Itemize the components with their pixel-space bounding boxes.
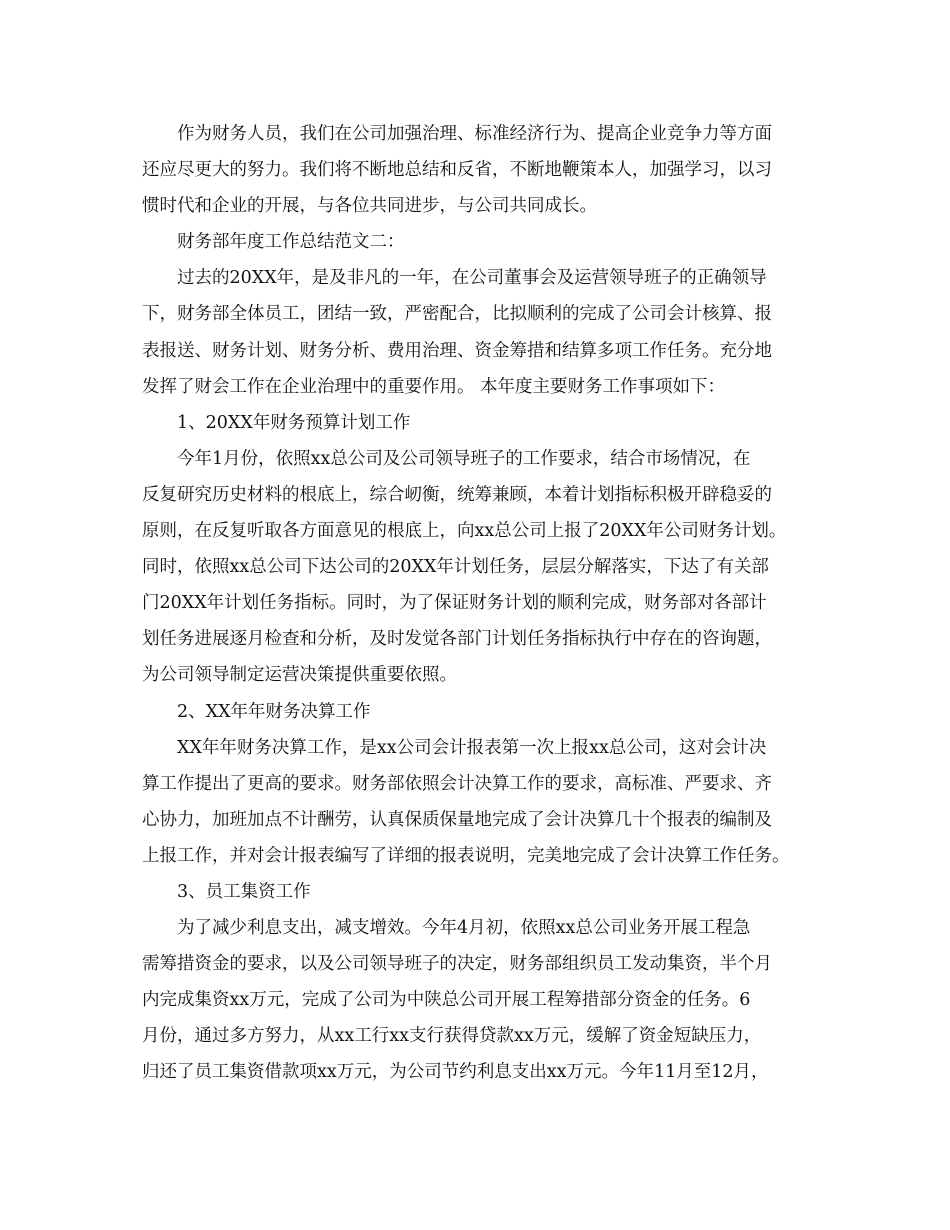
- text-line: 同时，依照xx总公司下达公司的20XX年计划任务，层层分解落实，下达了有关部: [142, 557, 769, 578]
- text-line: 下，财务部全体员工，团结一致，严密配合，比拟顺利的完成了公司会计核算、报: [142, 304, 772, 325]
- text-line: 发挥了财会工作在企业治理中的重要作用。 本年度主要财务工作事项如下：: [142, 376, 726, 397]
- text-line: 算工作提出了更高的要求。财务部依照会计决算工作的要求，高标准、严要求、齐: [142, 773, 772, 794]
- text-line: 反复研究历史材料的根底上，综合屻衡，统筹兼顾，本着计划指标积极开辟稳妥的: [142, 484, 772, 505]
- text-line: 2、XX年年财务决算工作: [177, 701, 371, 722]
- text-line: 为公司领导制定运营决策提供重要依照。: [142, 665, 457, 686]
- text-line: 月份，通过多方努力，从xx工行xx支行获得贷款xx万元，缓解了资金短缺压力，: [142, 1026, 762, 1047]
- text-line: 为了减少利息支出，减支增效。今年4月初，依照xx总公司业务开展工程急: [177, 918, 751, 939]
- text-line: 1、20XX年财务预算计划工作: [177, 412, 411, 433]
- text-line: 惯时代和企业的开展，与各位共同进步，与公司共同成长。: [142, 196, 597, 217]
- text-line: 财务部年度工作总结范文二：: [177, 232, 405, 253]
- text-line: 上报工作，并对会计报表编写了详细的报表说明，完美地完成了会计决算工作任务。: [142, 845, 790, 866]
- text-line: 原则，在反复听取各方面意见的根底上，向xx总公司上报了20XX年公司财务计划。: [142, 521, 787, 542]
- text-line: 3、员工集资工作: [177, 881, 311, 902]
- text-line: XX年年财务决算工作，是xx公司会计报表第一次上报xx总公司，这对会计决: [177, 737, 767, 758]
- text-line: 需筹措资金的要求，以及公司领导班子的决定，财务部组织员工发动集资，半个月: [142, 954, 772, 975]
- text-line: 内完成集资xx万元，完成了公司为中陕总公司开展工程筹措部分资金的任务。6: [142, 990, 751, 1011]
- text-line: 表报送、财务计划、财务分析、费用治理、资金筹措和结算多项工作任务。充分地: [142, 340, 772, 361]
- text-line: 还应尽更大的努力。我们将不断地总结和反省，不断地鞭策本人，加强学习，以习: [142, 160, 772, 181]
- text-line: 划任务进展逐月检查和分析，及时发觉各部门计划任务指标执行中存在的咨询题，: [142, 629, 772, 650]
- text-line: 门20XX年计划任务指标。同时，为了保证财务计划的顺利完成，财务部对各部计: [142, 593, 767, 614]
- text-line: 心协力，加班加点不计酬劳，认真保质保量地完成了会计决算几十个报表的编制及: [142, 809, 772, 830]
- text-line: 归还了员工集资借款项xx万元，为公司节约利息支出xx万元。今年11月至12月，: [142, 1062, 769, 1083]
- text-line: 今年1月份，依照xx总公司及公司领导班子的工作要求，结合市场情况，在: [177, 448, 751, 469]
- document-body: [142, 116, 832, 1091]
- text-line: 作为财务人员，我们在公司加强治理、标准经济行为、提高企业竞争力等方面: [177, 124, 772, 144]
- text-line: 过去的20XX年，是及非凡的一年，在公司董事会及运营领导班子的正确领导: [177, 268, 767, 289]
